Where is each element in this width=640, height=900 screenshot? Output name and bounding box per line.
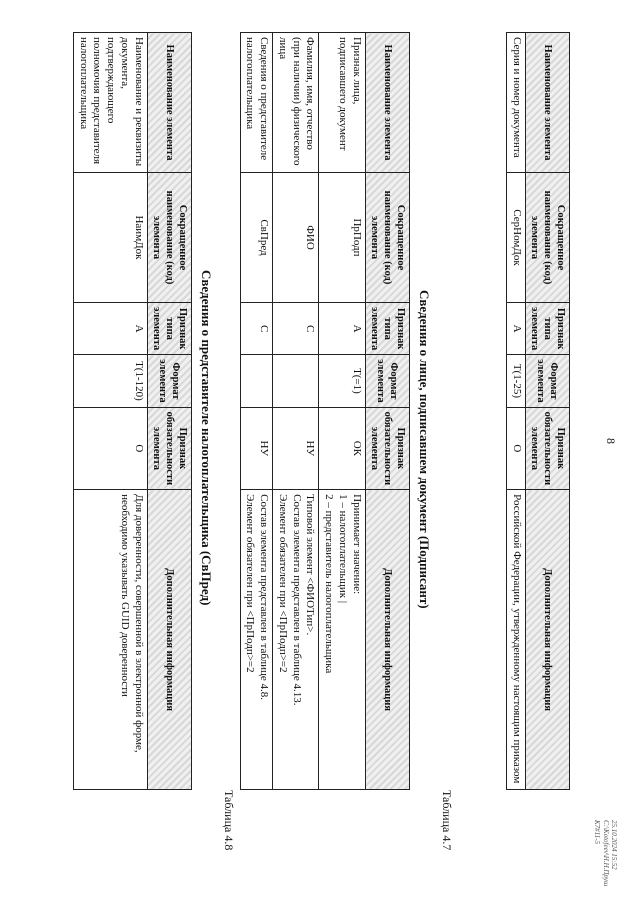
table-4-7: [240, 32, 410, 790]
header-format: Формат элемента: [365, 355, 409, 407]
header-required: Признак обязательности элемента: [365, 407, 409, 490]
cell-code: СерНомДок: [506, 173, 525, 303]
table-row: [240, 33, 273, 790]
header-type: Признак типа элемента: [525, 303, 569, 355]
cell-required: НУ: [240, 407, 273, 490]
cell-info: Состав элемента представлен в таблице 4.8. Элемент обязателен при <ПрПодп>=2: [240, 490, 273, 790]
header-name: Наименование элемента: [525, 33, 569, 173]
file-stamp: [593, 820, 618, 900]
cell-format: [273, 355, 319, 407]
cell-info: Российской Федерации, утвержденному настоящим приказом: [506, 490, 525, 790]
table-header-row: [147, 33, 191, 790]
cell-info: Для доверенности, совершенной в электронной форме, необходимо указывать GUID доверенности: [73, 490, 147, 790]
header-type: Признак типа элемента: [147, 303, 191, 355]
stamp-path: С:\Kotofeev\Н.Н.Пруш К7#11-5: [593, 820, 610, 887]
cell-name: Сведения о представителе налогоплательщика: [240, 33, 273, 173]
cell-name: Фамилия, имя, отчество (при наличии) физического лица: [273, 33, 319, 173]
cell-code: НаимДок: [73, 173, 147, 303]
page-number: 8: [604, 438, 618, 444]
cell-name: Признак лица, подписавшего документ: [319, 33, 365, 173]
cell-type: С: [240, 303, 273, 355]
table-4-7-label: Таблица 4.7: [440, 790, 454, 851]
header-type: Признак типа элемента: [365, 303, 409, 355]
header-format: Формат элемента: [147, 355, 191, 407]
header-info: Дополнительная информация: [525, 490, 569, 790]
cell-name: Наименование и реквизиты документа, подтверждающего полномочия представителя налогоплательщика: [73, 33, 147, 173]
cell-type: А: [319, 303, 365, 355]
table-4-7-title: Сведения о лице, подписавшем документ (Подписант): [417, 290, 432, 609]
table-4-8: [73, 32, 192, 790]
cell-required: НУ: [273, 407, 319, 490]
cell-code: ФИО: [273, 173, 319, 303]
cell-code: ПрПодп: [319, 173, 365, 303]
cell-type: А: [73, 303, 147, 355]
cell-format: Т(1-120): [73, 355, 147, 407]
header-info: Дополнительная информация: [365, 490, 409, 790]
table-continuation: [506, 32, 570, 790]
table-header-row: [365, 33, 409, 790]
cell-info: Типовой элемент <ФИОТип>. Состав элемента представлен в таблице 4.13. Элемент обязателен при <ПрПодп>=2: [273, 490, 319, 790]
cell-info: Принимает значение: 1 – налогоплательщик | 2 – представитель налогоплательщика: [319, 490, 365, 790]
table-4-8-title: Сведения о представителе налогоплательщика (СвПред): [199, 270, 214, 606]
header-code: Сокращенное наименование (код) элемента: [147, 173, 191, 303]
header-code: Сокращенное наименование (код) элемента: [525, 173, 569, 303]
cell-type: С: [273, 303, 319, 355]
cell-format: Т(1-25): [506, 355, 525, 407]
header-format: Формат элемента: [525, 355, 569, 407]
cell-format: Т(=1): [319, 355, 365, 407]
cell-required: ОК: [319, 407, 365, 490]
cell-format: [240, 355, 273, 407]
stamp-date: 25.10.2024 15:52: [610, 820, 618, 870]
cell-required: О: [73, 407, 147, 490]
header-required: Признак обязательности элемента: [525, 407, 569, 490]
table-4-8-label: Таблица 4.8: [222, 790, 236, 851]
header-name: Наименование элемента: [365, 33, 409, 173]
cell-name: Серия и номер документа: [506, 33, 525, 173]
table-header-row: [525, 33, 569, 790]
header-required: Признак обязательности элемента: [147, 407, 191, 490]
cell-code: СвПред: [240, 173, 273, 303]
table-row: [319, 33, 365, 790]
header-code: Сокращенное наименование (код) элемента: [365, 173, 409, 303]
cell-type: А: [506, 303, 525, 355]
table-row: [273, 33, 319, 790]
cell-required: О: [506, 407, 525, 490]
table-row: [506, 33, 525, 790]
header-info: Дополнительная информация: [147, 490, 191, 790]
table-row: [73, 33, 147, 790]
header-name: Наименование элемента: [147, 33, 191, 173]
